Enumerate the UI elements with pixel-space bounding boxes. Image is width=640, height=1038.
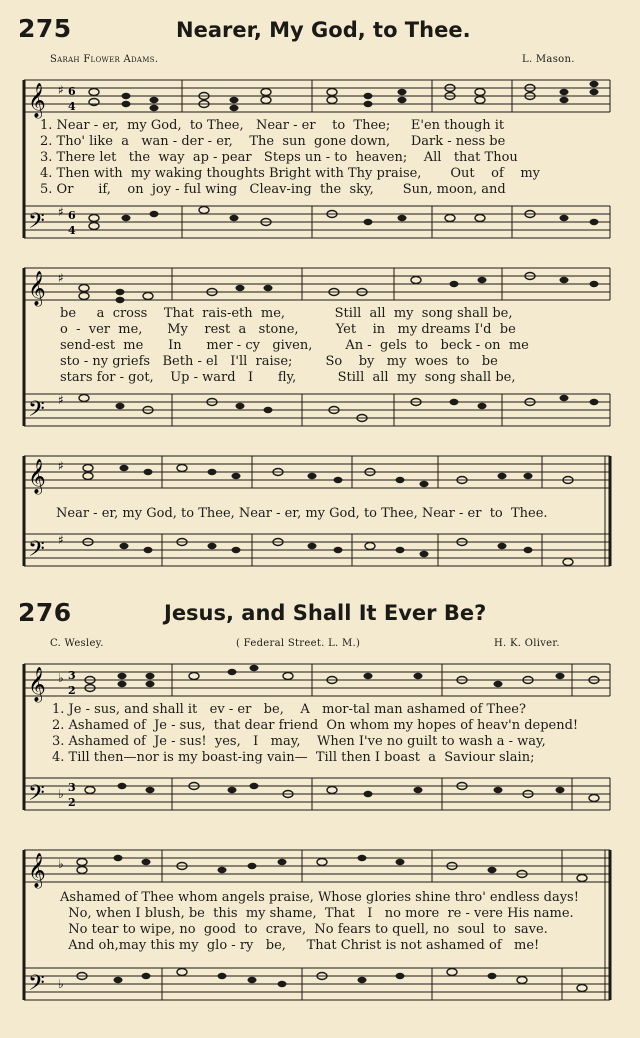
lyric-verse-4: 4. Then with my waking thoughts Bright with Thy praise, Out of my: [40, 166, 540, 181]
lyric-verse-1: 1. Near - er, my God, to Thee, Near - er to Thee; E'en though it: [40, 118, 505, 133]
hymn-275-system-1: [22, 70, 612, 260]
svg-text:♭: ♭: [58, 977, 64, 991]
hymn-276-number: 276: [18, 598, 72, 627]
lyric-verse-3: No tear to wipe, no good to crave, No fears to quell, no soul to save.: [60, 922, 548, 937]
hymn-275-refrain-lyrics: [56, 506, 626, 522]
svg-text:2: 2: [68, 684, 76, 697]
lyric-verse-5: 5. Or if, on joy - ful wing Cleav-ing the sky, Sun, moon, and: [40, 182, 506, 197]
hymn-275-system-1-lyrics: [40, 118, 610, 198]
hymn-276-composer: H. K. Oliver.: [494, 638, 560, 649]
lyric-verse-1: Ashamed of Thee whom angels praise, Whose glories shine thro' endless days!: [60, 890, 579, 905]
svg-text:𝄢: 𝄢: [28, 209, 45, 239]
svg-text:♭: ♭: [58, 671, 64, 685]
lyric-verse-2: No, when I blush, be this my shame, That I no more re - vere His name.: [60, 906, 574, 921]
hymn-275-number: 275: [18, 14, 72, 43]
svg-text:6: 6: [68, 209, 76, 222]
lyric-verse-4: sto - ny griefs Beth - el I'll raise; So by my woes to be: [60, 354, 498, 369]
hymn-276-title: Jesus, and Shall It Ever Be?: [164, 601, 487, 625]
hymn-276-system-1-lyrics: [52, 702, 622, 766]
hymn-275-refrain-system: [22, 446, 612, 576]
hymn-276-tune: ( Federal Street. L. M.): [236, 638, 361, 649]
svg-text:4: 4: [68, 100, 76, 113]
svg-text:♯: ♯: [58, 205, 64, 219]
hymn-275-system-2-lyrics: [60, 306, 630, 386]
lyric-verse-4: And oh,may this my glo - ry be, That Christ is not ashamed of me!: [60, 938, 540, 953]
hymn-276-system-1: [22, 654, 612, 824]
hymn-275-composer: L. Mason.: [522, 54, 575, 65]
svg-text:𝄢: 𝄢: [28, 781, 45, 811]
svg-text:3: 3: [68, 781, 76, 794]
hymn-276-author: C. Wesley.: [50, 638, 104, 649]
svg-text:♯: ♯: [58, 533, 64, 547]
svg-text:4: 4: [68, 224, 76, 237]
svg-text:𝄢: 𝄢: [28, 397, 45, 427]
lyric-verse-3: 3. Ashamed of Je - sus! yes, I may, When I've no guilt to wash a - way,: [52, 734, 546, 749]
lyric-verse-3: 3. There let the way ap - pear Steps un - to heaven; All that Thou: [40, 150, 518, 165]
hymn-276-system-2-lyrics: [60, 890, 630, 954]
svg-text:𝄞: 𝄞: [28, 271, 46, 306]
svg-text:♯: ♯: [58, 393, 64, 407]
lyric-verse-4: 4. Till then—nor is my boast-ing vain— Till then I boast a Saviour slain;: [52, 750, 535, 765]
svg-text:2: 2: [68, 796, 76, 809]
hymn-275-author: Sarah Flower Adams.: [50, 54, 159, 65]
lyric-verse-2: 2. Ashamed of Je - sus, that dear friend On whom my hopes of heav'n depend!: [52, 718, 579, 733]
svg-text:𝄢: 𝄢: [28, 971, 45, 1001]
svg-text:𝄞: 𝄞: [28, 83, 46, 118]
lyric-verse-3: send-est me In mer - cy given, An - gels to beck - on me: [60, 338, 529, 353]
lyric-verse-1: be a cross That rais-eth me, Still all my song shall be,: [60, 306, 513, 321]
svg-text:6: 6: [68, 85, 76, 98]
svg-text:♭: ♭: [58, 857, 64, 871]
svg-text:♯: ♯: [58, 459, 64, 473]
lyric-verse-2: o - ver me, My rest a stone, Yet in my dreams I'd be: [60, 322, 516, 337]
lyric-verse-2: 2. Tho' like a wan - der - er, The sun gone down, Dark - ness be: [40, 134, 506, 149]
hymn-275-title: Nearer, My God, to Thee.: [176, 18, 471, 42]
svg-text:𝄞: 𝄞: [28, 459, 46, 494]
svg-text:𝄢: 𝄢: [28, 537, 45, 567]
svg-text:3: 3: [68, 669, 76, 682]
svg-text:♯: ♯: [58, 271, 64, 285]
lyric-verse-1: 1. Je - sus, and shall it ev - er be, A mor-tal man ashamed of Thee?: [52, 702, 526, 717]
hymn-275-system-2: [22, 258, 612, 438]
lyric-refrain: Near - er, my God, to Thee, Near - er, my God, to Thee, Near - er to Thee.: [56, 506, 548, 521]
svg-text:𝄞: 𝄞: [28, 853, 46, 888]
svg-text:♭: ♭: [58, 787, 64, 801]
svg-text:♯: ♯: [58, 83, 64, 97]
hymn-276-system-2: [22, 840, 612, 1020]
lyric-verse-5: stars for - got, Up - ward I fly, Still all my song shall be,: [60, 370, 516, 385]
svg-text:𝄞: 𝄞: [28, 667, 46, 702]
